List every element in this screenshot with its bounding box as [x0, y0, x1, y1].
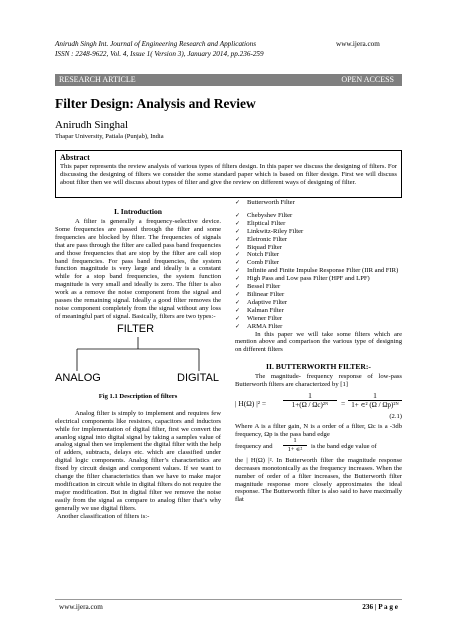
abstract-heading: Abstract — [60, 153, 90, 162]
checkmark-icon: ✓ — [235, 275, 241, 283]
butterworth-response-paragraph: the | H(Ω) |². In Butterworth filter the magnitude response decreases monotonically as the frequency increases. When the number of order of a filter increases, the Butterworth filter magnitude response more closely approximates the ideal response. The Butterworth filter is also said to have maximally flat — [235, 456, 402, 504]
filter-list-item-label: Bilinear Filter — [247, 290, 285, 298]
equation-2-1 — [235, 391, 402, 421]
checkmark-icon: ✓ — [235, 298, 241, 306]
section-heading-introduction: I. Introduction — [114, 207, 162, 216]
checkmark-icon: ✓ — [235, 235, 241, 243]
right-column — [235, 199, 402, 504]
checkmark-icon: ✓ — [235, 290, 241, 298]
open-access-label: OPEN ACCESS — [341, 75, 394, 84]
journal-citation-line1: Anirudh Singh Int. Journal of Engineering Research and Applications — [55, 40, 257, 48]
paper-title: Filter Design: Analysis and Review — [55, 96, 256, 111]
butterworth-variables: Where A is a filter gain, N is a order of a filter, Ωc is a -3db frequency, Ωp is the pass band edge — [235, 423, 402, 438]
filter-list-item — [235, 236, 402, 244]
filter-list-item-label: Adaptive Filter — [247, 298, 288, 306]
checkmark-icon: ✓ — [235, 283, 241, 291]
filter-list-item — [235, 315, 402, 323]
analog-digital-paragraph: Analog filter is simply to implement and requires few electrical components like resistors, capacitors and inductors while for implementation of digital filter, first we convert the ananlog signal into digital signal by taking a samples value of analog signal then we implement the digital filter with the help of adders, subtracts, delays etc. which are classified under digital logic components. Analog filter’s characteristics are fixed by circuit design and component values. If we want to change the filter characteristics than we have to make major modification in circuit while in digital filters do not require the major modification. But in digital filter we remove the noise easily from the signal as compare to analog filter that’s why generally we use digital filters. Another classification of filters is:- — [55, 409, 221, 520]
equation-equals: = — [341, 399, 346, 409]
filter-classification-figure — [55, 323, 221, 391]
checkmark-icon: ✓ — [235, 243, 241, 251]
filter-list-item-label: High Pass and Low pass Filter (HPF and LPF) — [247, 275, 370, 283]
equation-denominator-1: 1+(Ω / Ωc)²ᴺ — [291, 401, 329, 410]
filter-list-item — [235, 259, 402, 267]
section-heading-butterworth: II. BUTTERWORTH FILTER:- — [266, 362, 371, 372]
figure-caption: Fig 1.1 Description of filters — [98, 392, 178, 400]
checkmark-icon: ✓ — [235, 211, 241, 219]
article-type-band — [55, 74, 402, 86]
filter-list-item-label: Eletronic Filter — [247, 235, 288, 243]
filter-list-item-label: Bessel Filter — [247, 283, 281, 291]
checkmark-icon: ✓ — [235, 219, 241, 227]
checkmark-icon: ✓ — [235, 306, 241, 314]
butterworth-intro: The magnitude- frequency response of low-pass Butterworth filters are characterized by [1] — [235, 373, 402, 389]
checkmark-icon: ✓ — [235, 251, 241, 259]
filter-list-item — [235, 307, 402, 315]
filter-list-item-label: Eliptical Filter — [247, 219, 286, 227]
filter-list-item-label: Butterworth Filter — [247, 199, 295, 206]
equation-lhs: | H(Ω) |² = — [235, 399, 267, 409]
equation-number: (2.1) — [389, 413, 402, 421]
filter-list-item-label: Linkwitz-Riley Filter — [247, 227, 304, 235]
journal-website[interactable]: www.ijera.com — [336, 40, 380, 48]
equation-numerator-1: 1 — [308, 391, 312, 401]
filter-list-item-label: Wiener Filter — [247, 314, 283, 322]
research-article-label: RESEARCH ARTICLE — [59, 75, 136, 84]
figure-label-analog: ANALOG — [55, 371, 101, 384]
figure-label-digital: DIGITAL — [177, 371, 219, 384]
journal-citation-line2: ISSN : 2248-9622, Vol. 4, Issue 1( Version 3), January 2014, pp.236-259 — [55, 50, 264, 58]
filter-list-item-label: Notch Filter — [247, 251, 280, 259]
filter-list-item — [235, 323, 402, 331]
checkmark-icon: ✓ — [235, 259, 241, 267]
filter-list-item — [235, 283, 402, 291]
filter-list-item-label: Infinite and Finite Impulse Response Filter (IIR and FIR) — [247, 267, 399, 275]
checkmark-icon: ✓ — [235, 199, 241, 206]
filter-list-item — [235, 220, 402, 228]
filter-list-item-label: ARMA Filter — [247, 322, 283, 330]
left-column — [55, 201, 221, 520]
filter-list-item-label: Comb Filter — [247, 259, 280, 267]
page-number: 236 | P a g e — [362, 603, 398, 611]
intro-paragraph: A filter is generally a frequency-selective device. Some frequencies are passed through the filter and some frequencies are blocked by filter. The frequencies of signals that are pass through the filter are called pass band frequencies and those frequencies that are stop by the filter are call stop band frequencies. For pass band frequencies, the system function magnitude is very large and ideally is a constant while for a stop band frequencies, the system function magnitude is very small and ideally is zero. The filter is also work as a remove the noise component from the signal and passes the remaining signal. Ideally a good filter removes the noise component completely from the signal without any loss of meaningful part of signal. Basically, filters are two types:- — [55, 218, 221, 320]
equation-denominator-2: 1+ ∊² (Ω / Ωp)²ᴺ — [351, 401, 399, 410]
checkmark-icon: ✓ — [235, 267, 241, 275]
filter-types-list — [235, 199, 402, 331]
filter-list-item — [235, 267, 402, 275]
author-name: Anirudh Singhal — [55, 119, 129, 131]
filter-list-item-label: Chebyshev Filter — [247, 211, 293, 219]
footer-website[interactable]: www.ijera.com — [59, 603, 103, 611]
abstract-text: This paper represents the review analysis of various types of filters design. In this paper we discuss the designing of filters. For discussing the designing of filters we consider the some standard paper which is based on filter design. First we will discuss about filter then we will discuss about types of filter and give the review on different ways of designing of filter. — [60, 163, 397, 187]
filter-list-item — [235, 244, 402, 252]
abstract-box — [55, 150, 402, 198]
filter-list-item — [235, 212, 402, 220]
checkmark-icon: ✓ — [235, 314, 241, 322]
filter-list-item-label: Biquad Filter — [247, 243, 282, 251]
author-affiliation: Thapar University, Patiala (Punjab), India — [55, 133, 164, 140]
comparison-paragraph: In this paper we will take some filters which are mention above and comparison the various type of designing on different filters — [235, 330, 402, 354]
band-edge-line: frequency and 1 1+ ∊² is the band edge value of — [235, 436, 377, 453]
filter-list-item — [235, 299, 402, 307]
filter-list-item — [235, 199, 402, 207]
filter-list-item — [235, 228, 402, 236]
equation-numerator-2: 1 — [373, 391, 377, 401]
filter-list-item — [235, 275, 402, 283]
filter-list-item-label: Kalman Filter — [247, 306, 284, 314]
page-footer — [55, 599, 402, 611]
filter-list-item — [235, 291, 402, 299]
checkmark-icon: ✓ — [235, 322, 241, 330]
figure-label-filter: FILTER — [117, 322, 155, 335]
filter-list-item — [235, 251, 402, 259]
classification-intro: Another classification of filters is:- — [57, 512, 150, 520]
checkmark-icon: ✓ — [235, 227, 241, 235]
